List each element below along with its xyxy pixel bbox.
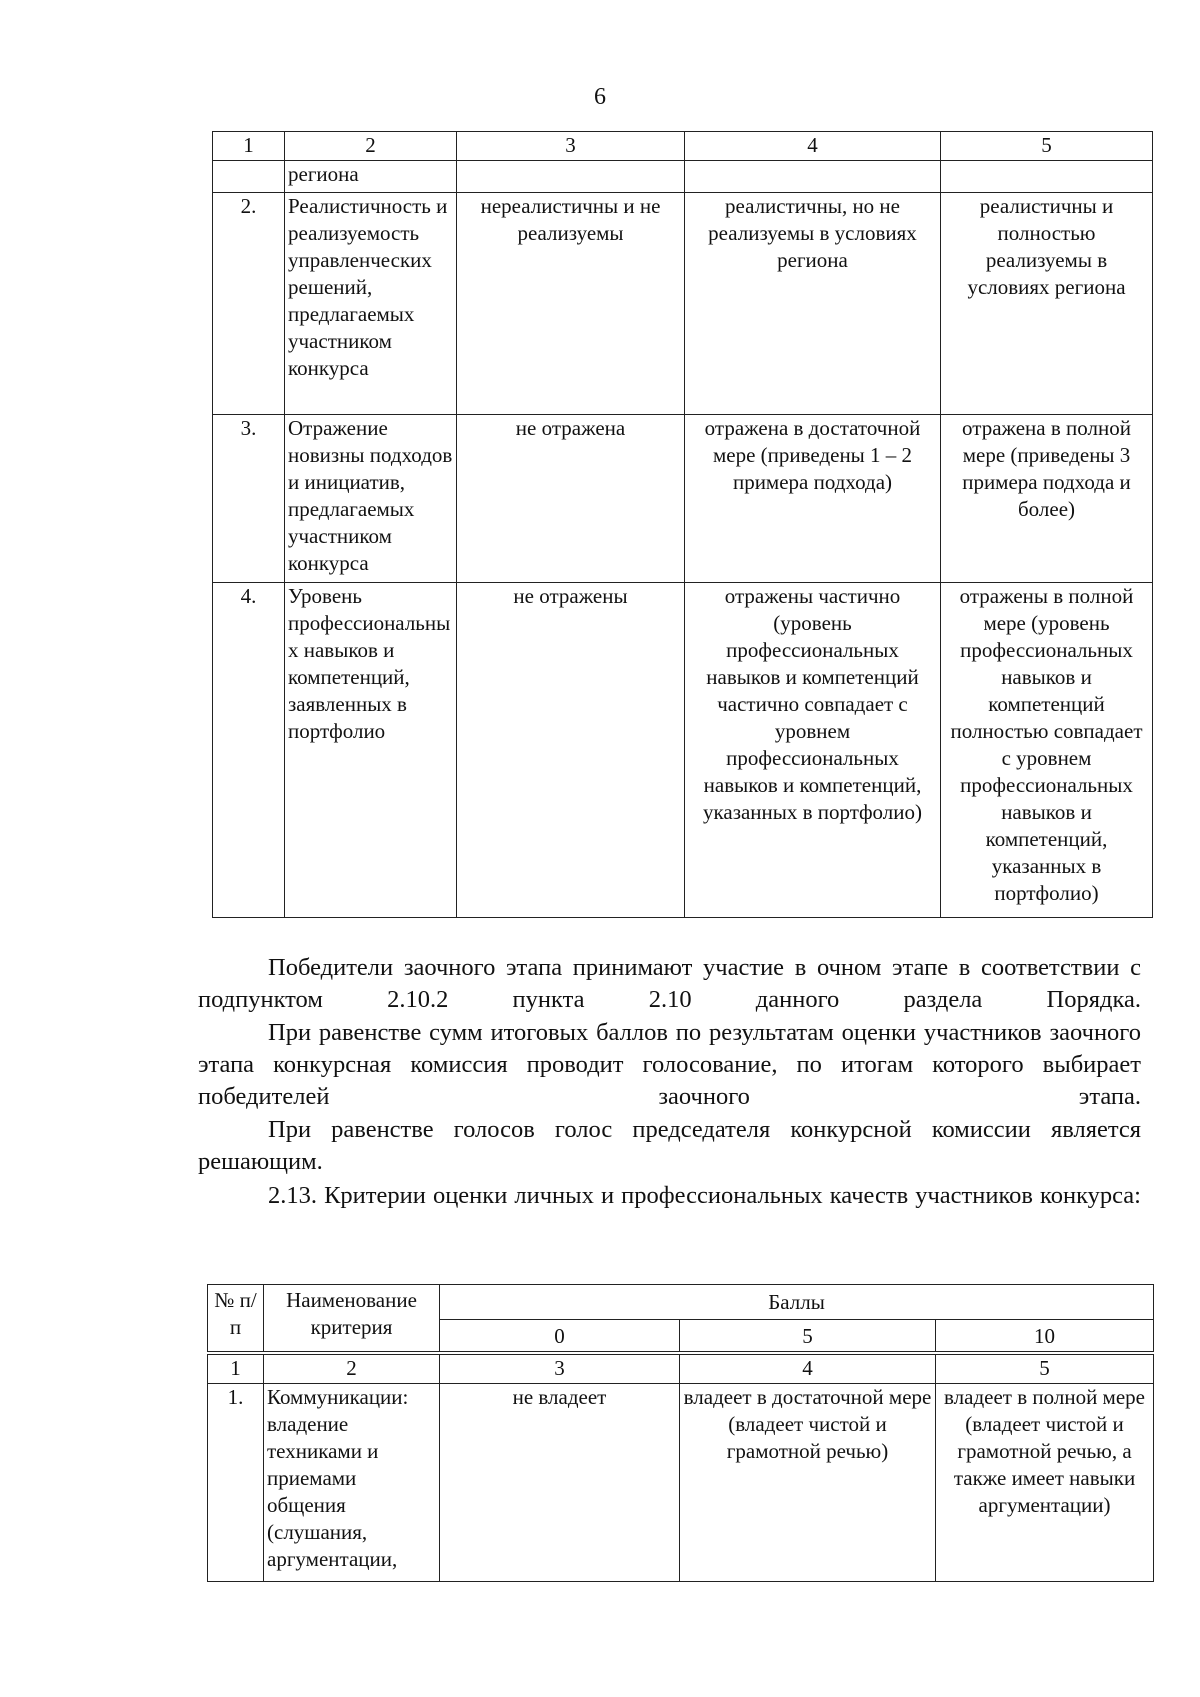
criterion-cell: Коммуникации: владение техниками и приемами общения (слушания, аргументации, (264, 1383, 440, 1581)
index-cell: 3 (440, 1353, 680, 1384)
index-cell: 1 (208, 1353, 264, 1384)
score-5-cell: реалистичны, но не реализуемы в условиях региона (685, 193, 941, 415)
score-10-cell: владеет в полной мере (владеет чистой и грамотной речью, а также имеет навыки аргументации) (936, 1383, 1154, 1581)
paragraph-winners: Победители заочного этапа принимают участие в очном этапе в соответствии с подпунктом 2.10.2 пункта 2.10 данного раздела Порядка. (198, 954, 1141, 1013)
table-row (213, 193, 1153, 415)
row-number: 4. (213, 583, 285, 918)
section-number: 2.13. (268, 1182, 317, 1209)
index-cell: 2 (264, 1353, 440, 1384)
score-5-cell: отражены частично (уровень профессиональных навыков и компетенций частично совпадает с уровнем профессиональных навыков и компетенций, указанных в портфолио) (685, 583, 941, 918)
score-value-header: 0 (440, 1320, 680, 1353)
paragraph-criteria-intro (198, 1180, 1141, 1212)
section-text: Критерии оценки личных и профессиональных качеств участников конкурса: (324, 1182, 1141, 1209)
table-row (213, 583, 1153, 918)
row-number: 1. (208, 1383, 264, 1581)
paragraph-equal-scores: При равенстве сумм итоговых баллов по результатам оценки участников заочного этапа конкурсная комиссия проводит голосование, по итогам которого выбирает победителей заочного этапа. (198, 1019, 1141, 1110)
score-value-header: 10 (936, 1320, 1154, 1353)
criteria-table-continued (212, 131, 1153, 918)
header-cell: 2 (285, 132, 457, 161)
personal-qualities-criteria-table (207, 1284, 1154, 1582)
page-number: 6 (594, 84, 606, 110)
row-number: 2. (213, 193, 285, 415)
score-5-cell: отражена в достаточной мере (приведены 1 – 2 примера подхода) (685, 415, 941, 583)
header-cell: 4 (685, 132, 941, 161)
table-row (213, 161, 1153, 193)
row-number: 3. (213, 415, 285, 583)
table-row (208, 1383, 1154, 1581)
scores-header: Баллы (440, 1285, 1154, 1320)
score-0-cell: не отражены (457, 583, 685, 918)
table-row (213, 415, 1153, 583)
index-cell: 5 (936, 1353, 1154, 1384)
score-0-cell: не владеет (440, 1383, 680, 1581)
score-0-cell: нереалистичны и не реализуемы (457, 193, 685, 415)
index-row (208, 1353, 1154, 1384)
header-cell: 5 (941, 132, 1153, 161)
score-5-cell: владеет в достаточной мере (владеет чистой и грамотной речью) (680, 1383, 936, 1581)
criterion-cell: Отражение новизны подходов и инициатив, предлагаемых участником конкурса (285, 415, 457, 583)
col-name-header: Наименование критерия (264, 1285, 440, 1353)
header-cell: 1 (213, 132, 285, 161)
score-value-header: 5 (680, 1320, 936, 1353)
table-header-row (208, 1285, 1154, 1320)
header-cell: 3 (457, 132, 685, 161)
table-header-row (213, 132, 1153, 161)
continuation-cell: региона (285, 161, 457, 193)
criterion-cell: Реалистичность и реализуемость управленческих решений, предлагаемых участником конкурса (285, 193, 457, 415)
paragraph-equal-votes: При равенстве голосов голос председателя конкурсной комиссии является решающим. (198, 1116, 1141, 1175)
index-cell: 4 (680, 1353, 936, 1384)
col-num-header: № п/п (208, 1285, 264, 1353)
score-10-cell: реалистичны и полностью реализуемы в условиях региона (941, 193, 1153, 415)
score-10-cell: отражены в полной мере (уровень профессиональных навыков и компетенций полностью совпадает с уровнем профессиональных навыков и компетенций, указанных в портфолио) (941, 583, 1153, 918)
criterion-cell: Уровень профессиональных навыков и компетенций, заявленных в портфолио (285, 583, 457, 918)
score-0-cell: не отражена (457, 415, 685, 583)
score-10-cell: отражена в полной мере (приведены 3 примера подхода и более) (941, 415, 1153, 583)
